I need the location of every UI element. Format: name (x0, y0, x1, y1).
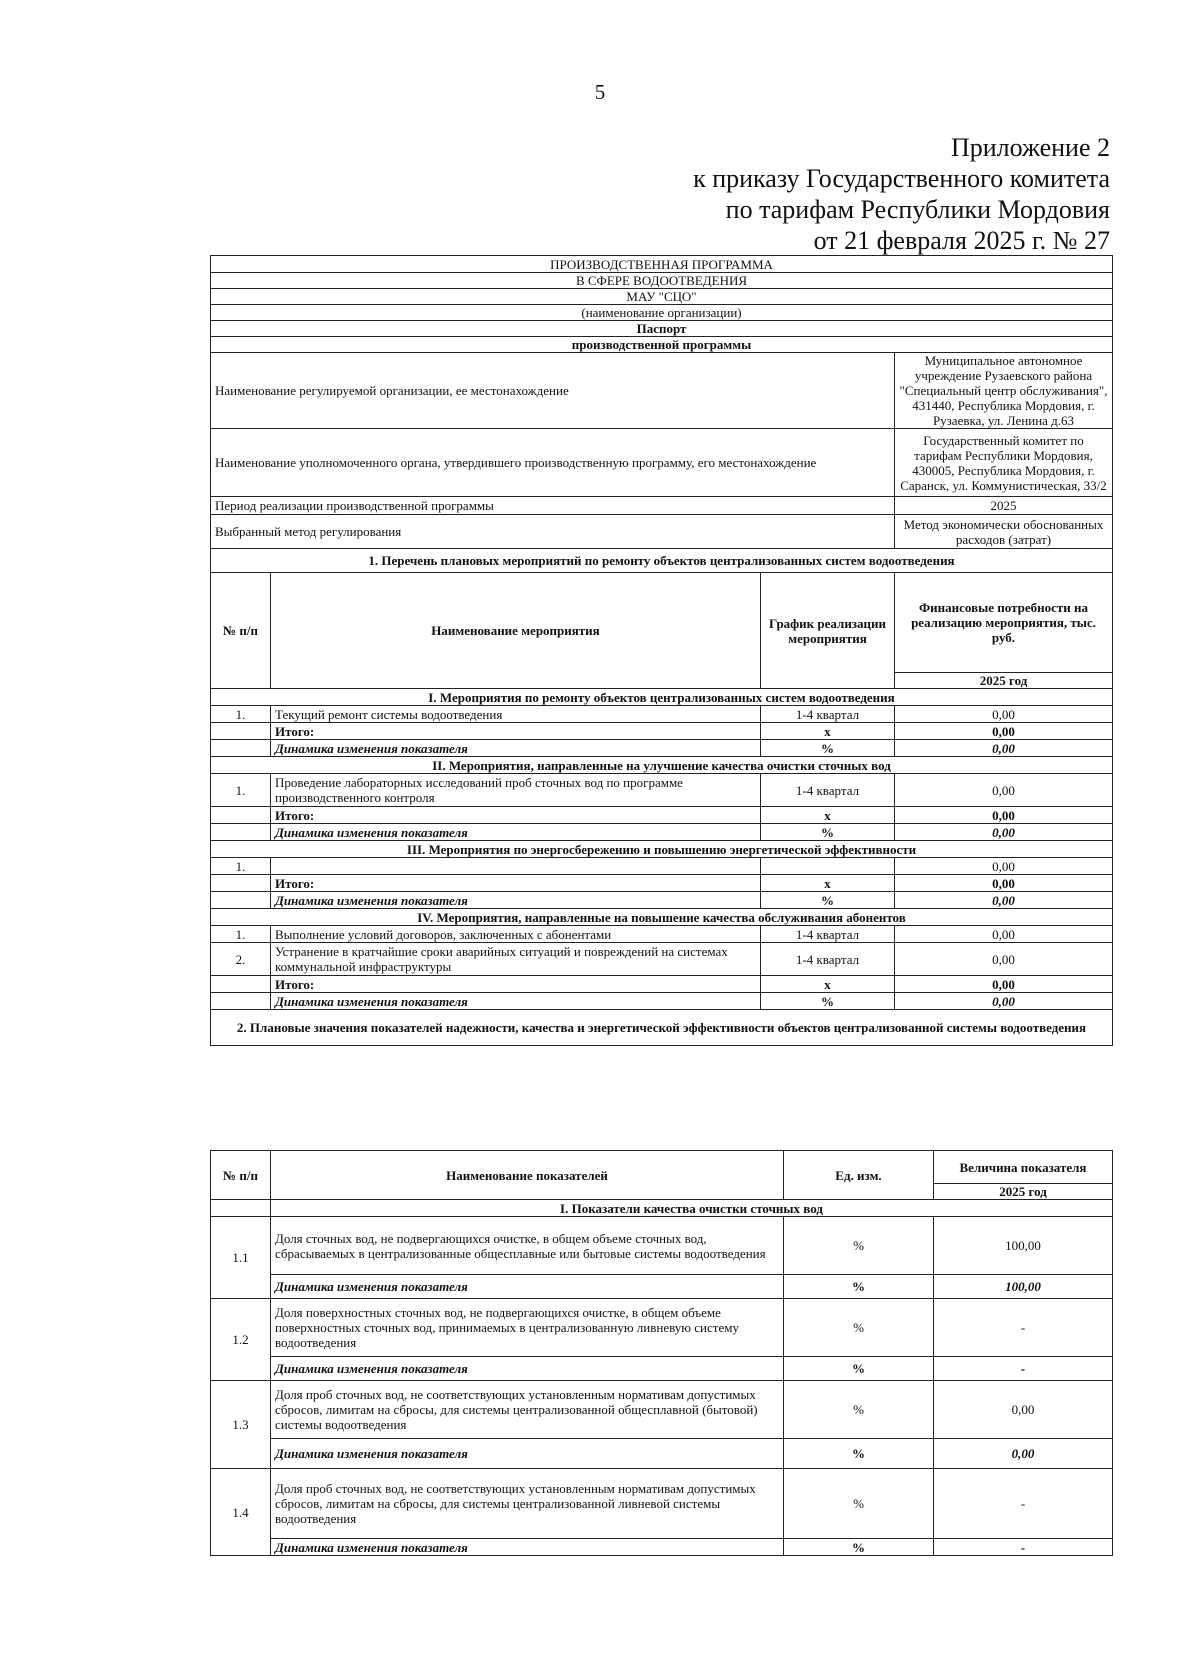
total-row (211, 807, 1113, 824)
passport-label: Наименование уполномоченного органа, утвердившего производственную программу, его местонахождение (211, 429, 895, 497)
total-value: 0,00 (895, 875, 1113, 892)
section-title: 2. Плановые значения показателей надежности, качества и энергетической эффективности объектов централизованной системы водоотведения (211, 1010, 1113, 1046)
row-name: Устранение в кратчайшие сроки аварийных ситуаций и повреждений на системах коммунальной инфраструктуры (271, 943, 761, 976)
indicator-value: 100,00 (934, 1217, 1113, 1275)
total-row (211, 875, 1113, 892)
total-label: Итого: (271, 976, 761, 993)
row-schedule: 1-4 квартал (761, 774, 895, 807)
total-label: Итого: (271, 723, 761, 740)
dynamics-value: 100,00 (934, 1275, 1113, 1299)
column-header-value: Величина показателя (934, 1151, 1113, 1184)
dynamics-unit: % (761, 993, 895, 1010)
dynamics-label: Динамика изменения показателя (271, 993, 761, 1010)
total-value: 0,00 (895, 976, 1113, 993)
dynamics-value: - (934, 1539, 1113, 1556)
group-title: II. Мероприятия, направленные на улучшение качества очистки сточных вод (211, 757, 1113, 774)
row-schedule: 1-4 квартал (761, 706, 895, 723)
row-num: 1. (211, 706, 271, 723)
dynamics-unit: % (784, 1439, 934, 1469)
dynamics-unit: % (784, 1275, 934, 1299)
dynamics-unit: % (761, 892, 895, 909)
row-num: 1. (211, 858, 271, 875)
row-value: 0,00 (895, 706, 1113, 723)
total-unit: х (761, 875, 895, 892)
dynamics-label: Динамика изменения показателя (271, 1275, 784, 1299)
dynamics-value: - (934, 1357, 1113, 1381)
passport-row (211, 515, 1113, 549)
passport-row (211, 497, 1113, 515)
dynamics-row (211, 740, 1113, 757)
column-header-num: № п/п (211, 1151, 271, 1200)
appendix-line: Приложение 2 (950, 133, 1110, 162)
indicator-num: 1.4 (211, 1469, 271, 1556)
row-name: Текущий ремонт системы водоотведения (271, 706, 761, 723)
total-label: Итого: (271, 875, 761, 892)
passport-value: 2025 (895, 497, 1113, 515)
dynamics-label: Динамика изменения показателя (271, 1439, 784, 1469)
table-row (211, 858, 1113, 875)
passport-value: Муниципальное автономное учреждение Рузаевского района "Специальный центр обслуживания", 431440, Республика Мордовия, г. Рузаевка, ул. Ленина д.63 (895, 353, 1113, 429)
dynamics-label: Динамика изменения показателя (271, 1357, 784, 1381)
total-unit: х (761, 807, 895, 824)
total-label: Итого: (271, 807, 761, 824)
passport-subtitle: производственной программы (211, 337, 1113, 353)
column-header-unit: Ед. изм. (784, 1151, 934, 1200)
dynamics-row (211, 1539, 1113, 1556)
passport-label: Период реализации производственной программы (211, 497, 895, 515)
indicator-row (211, 1299, 1113, 1357)
row-schedule: 1-4 квартал (761, 943, 895, 976)
program-table (210, 255, 1113, 1046)
row-schedule: 1-4 квартал (761, 926, 895, 943)
row-schedule (761, 858, 895, 875)
dynamics-unit: % (784, 1357, 934, 1381)
column-header-year: 2025 год (934, 1184, 1113, 1200)
column-header-year: 2025 год (895, 673, 1113, 689)
total-value: 0,00 (895, 723, 1113, 740)
appendix-line: к приказу Государственного комитета (693, 164, 1110, 193)
row-value: 0,00 (895, 943, 1113, 976)
dynamics-unit: % (784, 1539, 934, 1556)
program-title: ПРОИЗВОДСТВЕННАЯ ПРОГРАММА (211, 256, 1113, 273)
indicator-value: 0,00 (934, 1381, 1113, 1439)
column-header-num: № п/п (211, 573, 271, 689)
indicator-num: 1.3 (211, 1381, 271, 1469)
group-title: IV. Мероприятия, направленные на повышение качества обслуживания абонентов (211, 909, 1113, 926)
dynamics-label: Динамика изменения показателя (271, 740, 761, 757)
indicator-value: - (934, 1299, 1113, 1357)
indicator-unit: % (784, 1381, 934, 1439)
section-title: 1. Перечень плановых мероприятий по ремонту объектов централизованных систем водоотведения (211, 549, 1113, 573)
group-title: I. Мероприятия по ремонту объектов централизованных систем водоотведения (211, 689, 1113, 706)
dynamics-value: 0,00 (895, 892, 1113, 909)
table-row (211, 774, 1113, 807)
passport-row (211, 353, 1113, 429)
row-name: Выполнение условий договоров, заключенных с абонентами (271, 926, 761, 943)
column-header-finance: Финансовые потребности на реализацию мероприятия, тыс. руб. (895, 573, 1113, 673)
dynamics-row (211, 1357, 1113, 1381)
row-num: 1. (211, 774, 271, 807)
table-row (211, 926, 1113, 943)
table-row (211, 943, 1113, 976)
indicator-value: - (934, 1469, 1113, 1539)
total-unit: х (761, 976, 895, 993)
row-value: 0,00 (895, 858, 1113, 875)
table-row (211, 706, 1113, 723)
row-name: Проведение лабораторных исследований проб сточных вод по программе производственного контроля (271, 774, 761, 807)
row-value: 0,00 (895, 926, 1113, 943)
total-value: 0,00 (895, 807, 1113, 824)
column-header-name: Наименование мероприятия (271, 573, 761, 689)
passport-value: Метод экономически обоснованных расходов (затрат) (895, 515, 1113, 549)
total-unit: х (761, 723, 895, 740)
organization-caption: (наименование организации) (211, 305, 1113, 321)
dynamics-value: 0,00 (895, 740, 1113, 757)
row-num: 2. (211, 943, 271, 976)
passport-label: Наименование регулируемой организации, ее местонахождение (211, 353, 895, 429)
indicators-table (210, 1150, 1113, 1556)
dynamics-label: Динамика изменения показателя (271, 1539, 784, 1556)
indicator-row (211, 1469, 1113, 1539)
column-header-name: Наименование показателей (271, 1151, 784, 1200)
dynamics-unit: % (761, 740, 895, 757)
indicator-unit: % (784, 1299, 934, 1357)
indicator-name: Доля поверхностных сточных вод, не подвергающихся очистке, в общем объеме поверхностных сточных вод, принимаемых в централизованную ливневую систему водоотведения (271, 1299, 784, 1357)
row-num: 1. (211, 926, 271, 943)
dynamics-label: Динамика изменения показателя (271, 892, 761, 909)
dynamics-unit: % (761, 824, 895, 841)
dynamics-row (211, 993, 1113, 1010)
indicator-row (211, 1381, 1113, 1439)
indicator-name: Доля сточных вод, не подвергающихся очистке, в общем объеме сточных вод, сбрасываемых в централизованные общесплавные или бытовые системы водоотведения (271, 1217, 784, 1275)
passport-row (211, 429, 1113, 497)
dynamics-value: 0,00 (895, 824, 1113, 841)
dynamics-value: 0,00 (895, 993, 1113, 1010)
dynamics-row (211, 1439, 1113, 1469)
indicator-num: 1.1 (211, 1217, 271, 1299)
column-header-schedule: График реализации мероприятия (761, 573, 895, 689)
table-header-row (211, 573, 1113, 673)
passport-value: Государственный комитет по тарифам Республики Мордовия, 430005, Республика Мордовия, г. Саранск, ул. Коммунистическая, 33/2 (895, 429, 1113, 497)
dynamics-label: Динамика изменения показателя (271, 824, 761, 841)
dynamics-row (211, 1275, 1113, 1299)
group-title: III. Мероприятия по энергосбережению и повышению энергетической эффективности (211, 841, 1113, 858)
total-row (211, 976, 1113, 993)
group-title: I. Показатели качества очистки сточных вод (271, 1200, 1113, 1217)
dynamics-row (211, 824, 1113, 841)
passport-title: Паспорт (211, 321, 1113, 337)
indicator-name: Доля проб сточных вод, не соответствующих установленным нормативам допустимых сбросов, лимитам на сбросы, для системы централизованной ливневой системы водоотведения (271, 1469, 784, 1539)
indicator-name: Доля проб сточных вод, не соответствующих установленным нормативам допустимых сбросов, лимитам на сбросы, для системы централизованной общесплавной (бытовой) системы водоотведения (271, 1381, 784, 1439)
indicator-num: 1.2 (211, 1299, 271, 1381)
row-name (271, 858, 761, 875)
dynamics-value: 0,00 (934, 1439, 1113, 1469)
indicator-unit: % (784, 1217, 934, 1275)
row-value: 0,00 (895, 774, 1113, 807)
appendix-line: от 21 февраля 2025 г. № 27 (813, 226, 1110, 255)
dynamics-row (211, 892, 1113, 909)
appendix-header (590, 132, 1110, 256)
appendix-line: по тарифам Республики Мордовия (725, 195, 1110, 224)
indicator-row (211, 1217, 1113, 1275)
passport-label: Выбранный метод регулирования (211, 515, 895, 549)
indicator-unit: % (784, 1469, 934, 1539)
total-row (211, 723, 1113, 740)
page-number: 5 (594, 80, 606, 104)
table-header-row (211, 1151, 1113, 1184)
program-subtitle: В СФЕРЕ ВОДООТВЕДЕНИЯ (211, 273, 1113, 289)
organization-name: МАУ "СЦО" (211, 289, 1113, 305)
